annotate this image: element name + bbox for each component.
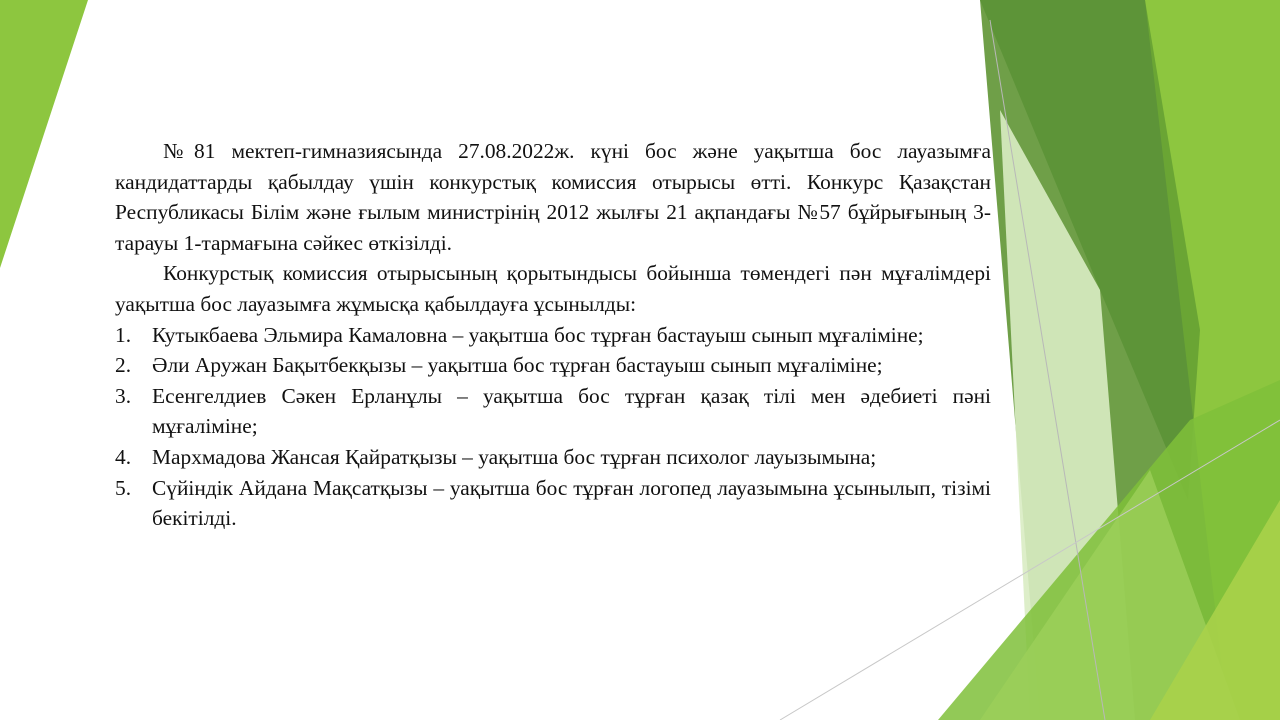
list-item-text: Сүйіндік Айдана Мақсатқызы – уақытша бос тұрған логопед лауазымына ұсынылып, тізімі бекітілді. xyxy=(152,475,991,531)
list-item-number: 5. xyxy=(115,475,132,500)
candidate-list xyxy=(115,320,991,534)
list-item-number: 1. xyxy=(115,322,132,347)
list-item-number: 2. xyxy=(115,353,132,378)
intro-paragraph: №81 мектеп-гимназиясында 27.08.2022ж. күні бос және уақытша бос лауазымға кандидаттарды қабылдау үшін конкурстық комиссия отырысы өтті. Конкурс Қазақстан Республикасы Білім және ғылым министрінің 2012 жылғы 21 ақпандағы №57 бұйрығының 3-тарауы 1-тармағына сәйкес өткізілді. xyxy=(115,139,991,255)
document-text-box xyxy=(115,136,991,534)
list-item-text: Кутыкбаева Эльмира Камаловна – уақытша бос тұрған бастауыш сынып мұғаліміне; xyxy=(152,322,924,347)
list-item xyxy=(115,381,991,442)
list-item-number: 4. xyxy=(115,444,132,469)
list-item-text: Мархмадова Жансая Қайратқызы – уақытша бос тұрған психолог лауызымына; xyxy=(152,444,877,469)
list-item xyxy=(115,350,991,381)
list-item xyxy=(115,320,991,351)
list-item-text: Есенгелдиев Сәкен Ерланұлы – уақытша бос тұрған қазақ тілі мен әдебиеті пәні мұғаліміне; xyxy=(152,383,991,439)
list-item xyxy=(115,473,991,534)
list-item xyxy=(115,442,991,473)
list-item-number: 3. xyxy=(115,383,132,408)
list-item-text: Әли Аружан Бақытбекқызы – уақытша бос тұрған бастауыш сынып мұғаліміне; xyxy=(152,353,883,378)
result-paragraph: Конкурстық комиссия отырысының қорытындысы бойынша төмендегі пән мұғалімдері уақытша бос лауазымға жұмысқа қабылдауға ұсынылды: xyxy=(115,261,991,316)
left-green-shape xyxy=(0,0,88,268)
